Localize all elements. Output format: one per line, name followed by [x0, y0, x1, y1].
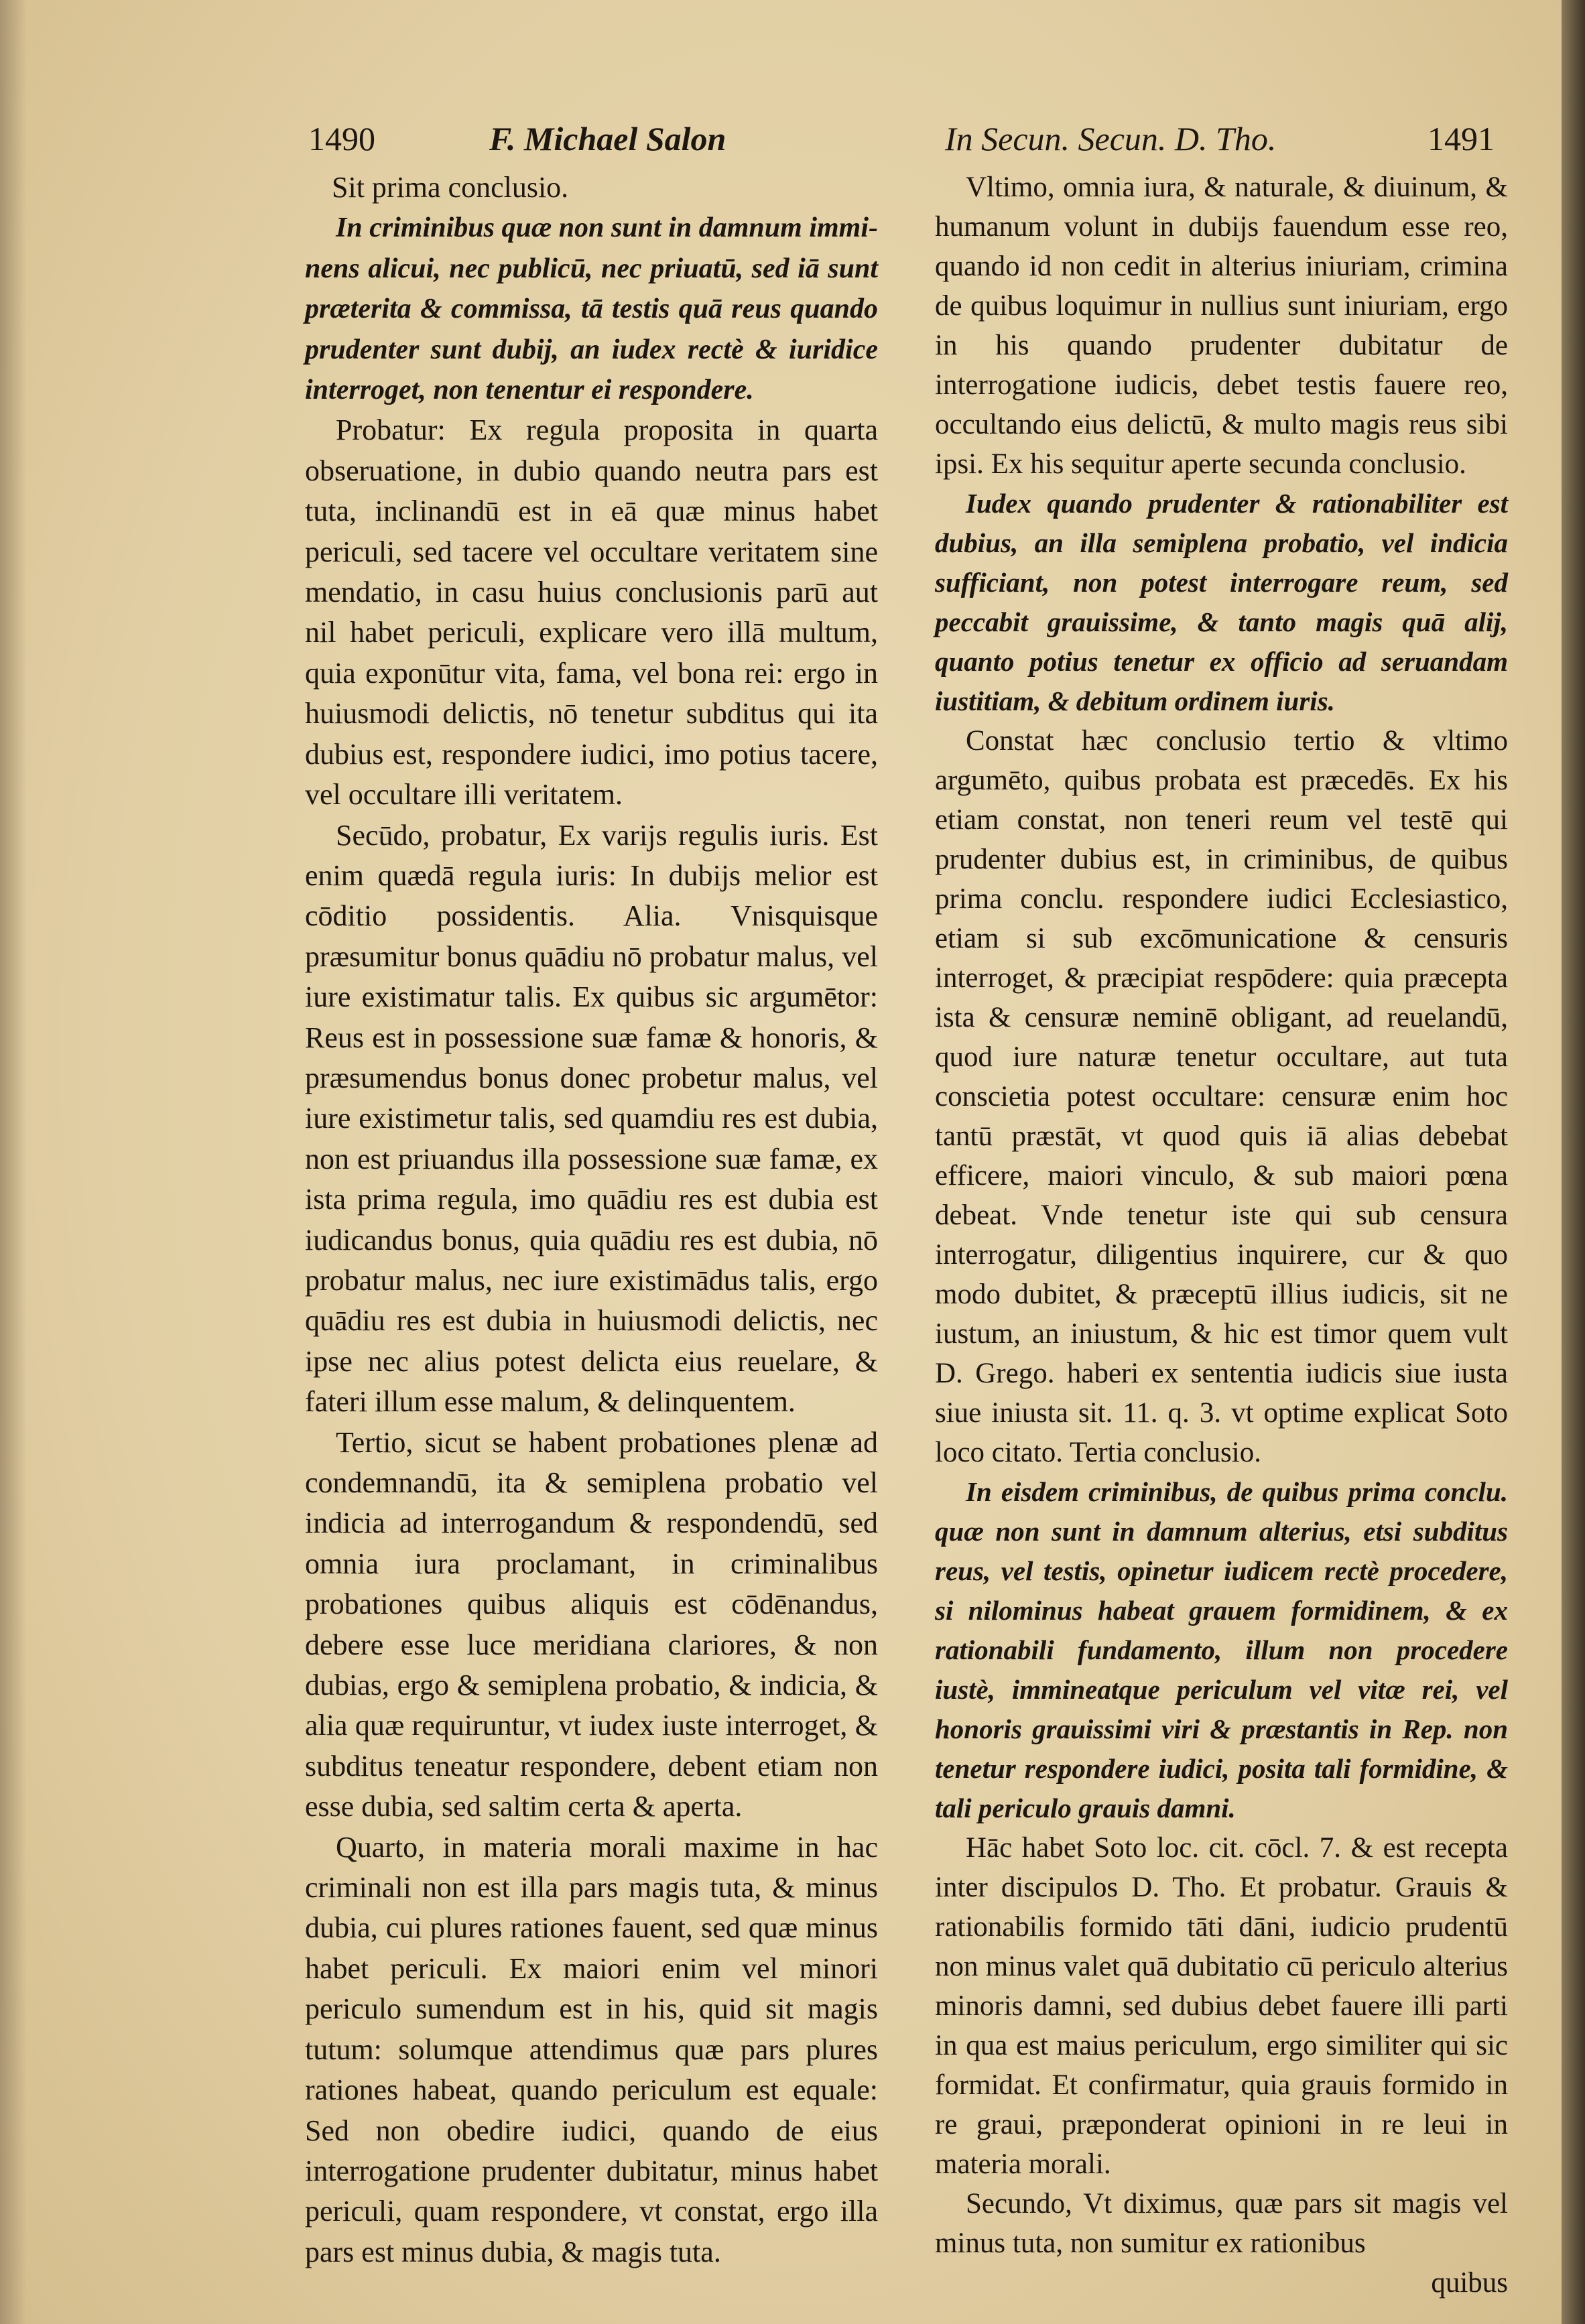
paragraph: Constat hæc conclusio tertio & vltimo argumēto, quibus probata est præcedēs. Ex his etiam constat, non teneri reum vel testē qui prudenter dubius est, in criminibus, de quibus prima conclu. respondere iudici Ecclesiastico, etiam si sub excōmunicatione & censuris interroget, & præcipiat respōdere: quia præcepta ista & censuræ neminē obligant, ad reuelandū, quod iure naturæ tenetur occultare, aut tuta conscietia potest occultare: censuræ enim hoc tantū præstāt, vt quod quis iā alias debebat efficere, maiori vinculo, & sub maiori pœna debeat. Vnde tenetur iste qui sub censura interrogatur, diligentius inquirere, cur & quo modo dubitet, & præceptū illius iudicis, sit ne iustum, an iniustum, & hic est timor quem vult D. Grego. haberi ex sententia iudicis siue iusta siue iniusta sit. 11. q. 3. vt optime explicat Soto loco citato. Tertia conclusio.	[935, 725, 1508, 1468]
left-page-number: 1490	[308, 120, 375, 157]
conclusion-statement: In eisdem criminibus, de quibus prima conclu. quæ non sunt in damnum alterius, etsi subditus reus, vel testis, opinetur iudicem rectè procedere, si nilominus habeat grauem formidinem, & ex rationabili fundamento, illum non procedere iustè, immineatque periculum vel vitæ rei, vel honoris grauissimi viri & præstantis in Rep. non tenetur respondere iudici, posita tali formidine, & tali periculo grauis damni.	[935, 1476, 1508, 1823]
paragraph: Probatur: Ex regula proposita in quarta obseruatione, in dubio quando neutra pars est tuta, inclinandū est in eā quæ minus habet periculi, sed tacere vel occultare veritatem sine mendatio, in casu huius conclusionis parū aut nil habet periculi, explicare vero illā multum, quia exponūtur vita, fama, vel bona rei: ergo in huiusmodi delictis, nō tenetur subditus qui ita dubius est, respondere iudici, imo potius tacere, vel occultare illi veritatem.	[305, 413, 878, 812]
conclusion-heading: Sit prima conclusio.	[332, 171, 569, 204]
catchword: quibus	[1431, 2267, 1508, 2299]
running-head	[295, 107, 1495, 168]
conclusion-statement: Iudex quando prudenter & rationabiliter est dubius, an illa semiplena probatio, vel indicia sufficiant, non potest interrogare reum, sed peccabit grauissime, & tanto magis quā alij, quanto potius tenetur ex officio ad seruandam iustitiam, & debitum ordinem iuris.	[935, 488, 1508, 716]
right-page-number: 1491	[1428, 120, 1495, 157]
paragraph: Secundo, Vt diximus, quæ pars sit magis vel minus tuta, non sumitur ex rationibus	[935, 2188, 1508, 2259]
paragraph: Quarto, in materia morali maxime in hac criminali non est illa pars magis tuta, & minus dubia, cui plures rationes fauent, sed quæ minus habet periculi. Ex maiori enim vel minori periculo sumendum est in his, quid sit magis tutum: solumque attendimus quæ pars plures rationes habeat, quando periculum est equale: Sed non obedire iudici, quando de eius interrogatione prudenter dubitatur, minus habet periculi, quam respondere, vt constat, ergo illa pars est minus dubia, & magis tuta.	[305, 1830, 878, 2268]
paragraph: Hāc habet Soto loc. cit. cōcl. 7. & est recepta inter discipulos D. Tho. Et probatur. Grauis & rationabilis formido tāti dāni, iudicio prudentū non minus valet quā dubitatio cū periculo alterius minoris damni, sed dubius debet fauere illi parti in qua est maius periculum, ergo similiter qui sic formidat. Et confirmatur, quia grauis formido in re graui, præponderat opinioni in re leui in materia morali.	[935, 1832, 1508, 2180]
left-running-title: F. Michael Salon	[489, 120, 726, 157]
paragraph: Secūdo, probatur, Ex varijs regulis iuris. Est enim quædā regula iuris: In dubijs melior est cōditio possidentis. Alia. Vnisquisque præsumitur bonus quādiu nō probatur malus, vel iure existimatur talis. Ex quibus sic argumētor: Reus est in possessione suæ famæ & honoris, & præsumendus bonus donec probetur malus, vel iure existimetur talis, sed quamdiu res est dubia, non est priuandus illa possessione suæ famæ, ex ista prima regula, imo quādiu res est dubia est iudicandus bonus, quia quādiu res est dubia, nō probatur malus, nec iure existimādus talis, ergo quādiu res est dubia in huiusmodi delictis, nec ipse nec alius potest delicta eius reuelare, & fateri illum esse malum, & delinquentem.	[305, 818, 878, 1419]
paragraph: Tertio, sicut se habent probationes plenæ ad condemnandū, ita & semiplena probatio vel indicia ad interrogandum & respondendū, sed omnia iura proclamant, in criminalibus probationes quibus aliquis est cōdēnandus, debere esse luce meridiana clariores, & non dubias, ergo & semiplena probatio, & indicia, & alia quæ requiruntur, vt iudex iuste interroget, & subditus teneatur respondere, debent etiam non esse dubia, sed saltim certa & aperta.	[305, 1425, 878, 1823]
paragraph: Vltimo, omnia iura, & naturale, & diuinum, & humanum volunt in dubijs fauendum esse reo, quando id non cedit in alterius iniuriam, crimina de quibus loquimur in nullius sunt iniuriam, ergo in his quando prudenter dubitatur de interrogatione iudicis, debet testis fauere reo, occultando eius delictū, & multo magis reus sibi ipsi. Ex his sequitur aperte secunda conclusio.	[935, 172, 1508, 480]
right-text-column	[935, 168, 1508, 2303]
right-running-title: In Secun. Secun. D. Tho.	[945, 120, 1277, 157]
page-gutter-shadow	[0, 0, 27, 2324]
page-edge	[1562, 0, 1585, 2324]
conclusion-statement: In criminibus quæ non sunt in damnum immi-nens alicui, nec publicū, nec priuatū, sed iā sunt præterita & commissa, tā testis quā reus quando prudenter sunt dubij, an iudex rectè & iuridice interroget, non tenentur ei respondere.	[305, 212, 878, 406]
left-text-column	[305, 168, 878, 2272]
